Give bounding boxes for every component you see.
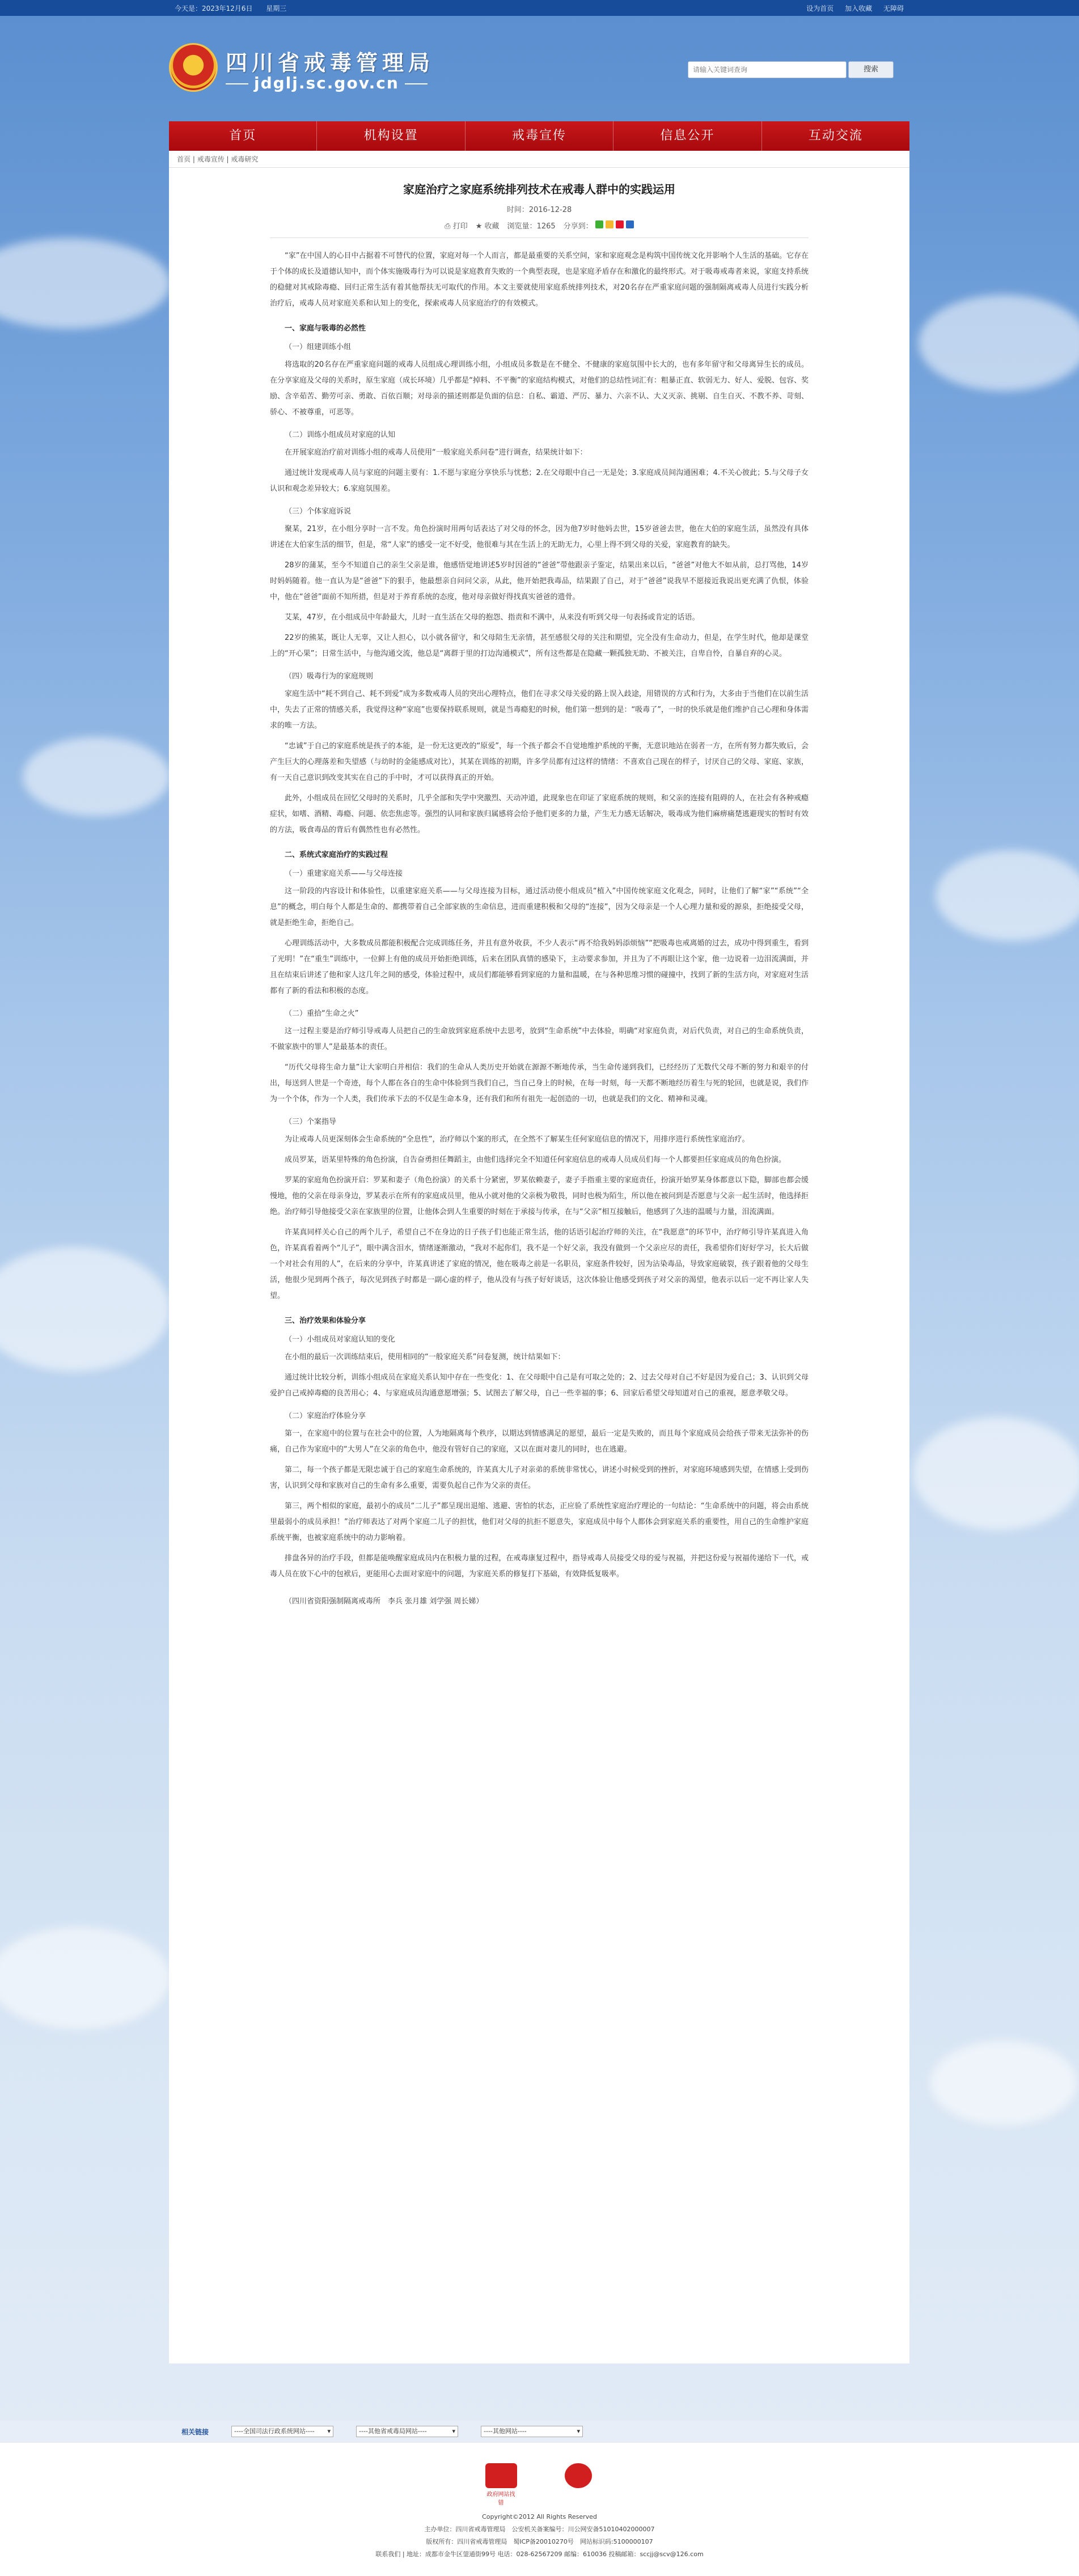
subsection-heading: （四）吸毒行为的家庭规则	[285, 672, 374, 681]
author-signature: （四川省资阳强制隔离戒毒所 李兵 张月雄 刘学强 周长娣）	[285, 1597, 484, 1606]
nav-publicity[interactable]: 戒毒宣传	[466, 121, 613, 151]
paragraph: 许某真同样关心自己的两个儿子，希望自己不在身边的日子孩子们也能正常生活，他的话语引起治疗师的关注，在“我愿意”的环节中，治疗师引导许某真进入角色，许某真看着两个“儿子”，眼中满含泪水，情绪逐渐激动，“我对不起你们，我不是一个好父亲，我没有做到一个父亲应尽的责任，我希望你们好好学习，长大后做一个对社会有用的人”，在后来的分享中，许某真讲述了家庭的情况，他在吸毒之前是一名职员，家庭条件较好，因为沾染毒品，导致家庭破裂，孩子跟着他的父母生活，他很少见到两个孩子，每次见到孩子时都是一副心虚的样子，他从没有与孩子好好谈话，这次体验让他感受到孩子对父亲的渴望，他表示以后一定不再让家人失望。	[270, 1228, 809, 1300]
gov-sites-select[interactable]	[231, 2426, 333, 2437]
date-display	[175, 3, 286, 13]
article-body	[270, 248, 809, 1610]
breadcrumb-research[interactable]: 戒毒研究	[231, 155, 259, 163]
related-links-bar	[0, 2420, 1079, 2443]
views-count: 1265	[536, 222, 556, 231]
article-tools	[270, 220, 809, 231]
share-bar	[564, 220, 634, 231]
paragraph: “忠诚”于自己的家庭系统是孩子的本能，是一份无这更改的“原爱”，每一个孩子都会不自觉地维护系统的平衡，无意识地站在弱者一方，在所有努力都失败后，会产生巨大的心理落差和失望感（与幼时的金能感成对比），其某在训练的初期，许多学员都有过这样的情绪：不喜欢自己现在的样子，讨厌自己的父母、家庭、家族，有一天自己意识到改变其实在自己的手中时，才可以获得真正的开始。	[270, 742, 809, 782]
paragraph: 第一，在家庭中的位置与在社会中的位置，人为地隔离每个秩序，以期达到情感满足的愿望，最后一定是失败的，而且每个家庭成员会给孩子带来无法弥补的伤痛，自己作为家庭中的“大男人”在父亲的角色中，他没有管好自己的家庭，又以在面对妻儿的同时，也在逃避。	[270, 1429, 809, 1454]
print-label: 打印	[452, 222, 468, 231]
other-sites-select[interactable]	[481, 2426, 583, 2437]
national-emblem-icon	[169, 43, 218, 92]
favorite-button[interactable]: ★ 收藏	[475, 222, 500, 231]
share-label: 分享到：	[563, 222, 593, 231]
paragraph: 艾某，47岁，在小组成员中年龄最大，儿时一直生活在父母的抱怨、指责和不满中，从来没有听到父母一句表扬或肯定的话语。	[285, 613, 700, 622]
other-sites-select-value: ----其他网站----	[484, 2428, 527, 2435]
article-date: 时间：2016-12-28	[506, 206, 572, 214]
paragraph: 在开展家庭治疗前对训练小组的戒毒人员使用“一般家庭关系问卷”进行调查，结果统计如下：	[285, 448, 587, 457]
paragraph: 家庭生活中“耗不到自己、耗不到爱”成为多数戒毒人员的突出心理特点，他们在寻求父母关爱的路上误入歧途，用错误的方式和行为，大多由于当他们在以前生活中，失去了正常的情感关系，我觉得这种“家庭”也要保持联系规则，就是当毒瘾犯的时候，他们第一想到的是：“吸毒了”，一时的快乐就是他们维护自己心理和身体需求的唯一方法。	[270, 690, 809, 730]
paragraph: 此外，小组成员在回忆父母时的关系时，几乎全部和失学中突激烈、天动冲道，此现象也在印证了家庭系统的规则，和父亲的连接有阻碍的人，在社会有各种戒瘾症状，如嗜、酒精、毒瘾、问题、依恋焦虑等。强烈的认同和家族归属感将会给予他们更多的力量，产生无力感无话解决，吸毒成为他们麻痹痛楚逃避现实的暂时有效的方法，吸食毒品的背后有偶然性也有必然性。	[270, 794, 809, 834]
paragraph: 将选取的20名存在严重家庭问题的戒毒人员组成心理训练小组，小组成员多数是在不健全、不健康的家庭氛围中长大的，也有多年留守和父母离异生长的成员。在分享家庭及父母的关系时，原生家庭（成长环境）几乎都是“掉料、不平衡”的家庭结构模式，对他们的总结性词汇有：粗暴正直、软弱无力、好人、爱脱、包容、奖励、含辛茹苦、勤劳可亲、勇敢、百依百顺；对母亲的描述则都是负面的信息：自私、霸道、严厉、暴力、六亲不认、大义灭亲、挑剔、自生自灭、不教不养、苛刻、骄心、不被尊重，可恶等。	[270, 360, 809, 417]
article-title: 家庭治疗之家庭系统排列技术在戒毒人群中的实践运用	[403, 183, 675, 196]
paragraph: “历代父母将生命力量”让大家明白并相信：我们的生命从人类历史开始就在源源不断地传承，当生命传递到我们，已经经历了无数代父母不断的努力和艰辛的付出，每送到人世是一个奇迹，每个人都在各自的生命中体验到当我们自己，当自己身上的时候，在每一时刻，每一天都不断地经历着生与死的轮回，也就是说，我们作为一个个体，作为一个人类，我们传承下去的不仅是生命本身，还有我们和所有祖先一起创造的一切，也就是我们的文化、精神和灵魂。	[270, 1063, 809, 1104]
share-weibo-icon[interactable]	[616, 220, 624, 228]
share-wechat-icon[interactable]	[595, 220, 603, 228]
footer-badges	[0, 2463, 1079, 2506]
gov-badge-icon	[485, 2463, 517, 2488]
add-favorite-link[interactable]: 加入收藏	[845, 4, 873, 12]
top-links	[797, 3, 904, 13]
main-nav	[169, 121, 909, 151]
breadcrumb-home[interactable]: 首页	[177, 155, 191, 163]
breadcrumb: 首页 | 戒毒宣传 | 戒毒研究	[169, 151, 909, 168]
date-text: 今天是：2023年12月6日	[175, 4, 253, 12]
print-button[interactable]: ⎙ 打印	[445, 222, 468, 231]
paragraph: 为让戒毒人员更深刻体会生命系统的“全息性”，治疗师以个案的形式，在全然不了解某生任何家庭信息的情况下，用排序进行系统性家庭治疗。	[285, 1135, 750, 1144]
search-input[interactable]	[688, 61, 847, 78]
site-footer	[0, 2443, 1079, 2576]
paragraph: 在小组的最后一次训练结束后，使用相同的“一般家庭关系”问卷复测，统计结果如下：	[285, 1353, 565, 1361]
gov-sites-select-value: ----全国司法行政系统网站----	[234, 2428, 315, 2435]
subsection-heading: （一）组建训练小组	[285, 343, 352, 351]
section-heading: 二、系统式家庭治疗的实践过程	[285, 851, 388, 859]
subsection-heading: （二）家庭治疗体验分享	[285, 1412, 366, 1420]
nav-organization[interactable]: 机构设置	[317, 121, 465, 151]
nav-interaction[interactable]: 互动交流	[808, 129, 863, 143]
paragraph: 成员罗某，语某里特殊的角色扮演，自告奋勇担任舞蹈主，由他们选择完全不知道任何家庭信息的戒毒人员成员们每一个人都要担任家庭成员的角色扮演。	[285, 1156, 786, 1164]
content-panel	[169, 151, 909, 2363]
subsection-heading: （三）个案指导	[285, 1118, 337, 1126]
subsection-heading: （二）训练小组成员对家庭的认知	[285, 431, 396, 439]
share-qzone-icon[interactable]	[606, 220, 613, 228]
paragraph: 28岁的蒲某，至今不知道自己的亲生父亲是谁，他感悟觉地讲述5岁时因爸的“爸爸”带他跟亲子鉴定，结果出来以后，“爸爸”对他大不如从前，总打骂他，14岁时妈妈随着。他一直认为是“爸爸”下的狠手，他最想亲自问问父亲，从此，他开始把我毒品，结果跟了自己，对于“爸爸”说我早不愿接近我说出更充满了仇恨，体验中，他在“爸爸”面前不知所措，但是对于养育系统的态度，他对母亲做好得找真实爸爸的遗骨。	[270, 561, 809, 601]
accessibility-link[interactable]: 无障碍	[883, 4, 904, 12]
chevron-down-icon: ▾	[452, 2428, 456, 2435]
section-heading: 三、治疗效果和体验分享	[285, 1317, 366, 1325]
views-label: 浏览量：	[507, 222, 537, 231]
copyright-text: Copyright©2012 All Rights Reserved	[482, 2513, 597, 2520]
share-more-icon[interactable]	[626, 220, 634, 228]
site-name[interactable]: 四川省戒毒管理局	[226, 50, 435, 75]
paragraph: “家”在中国人的心目中占据着不可替代的位置，家庭对每一个人而言，都是最重要的关系空间，家和家庭观念是构筑中国传统文化并影响个人生活的基础。它存在于个体的成长及道德认知中，而个体实施吸毒行为可以说是家庭教育失败的一个典型表现，也是家庭矛盾存在和激化的最终形式。对于吸毒戒毒者来说，家庭支持系统的稳健对其戒除毒瘾、回归正常生活有着其他帮扶无可取代的作用。本文主要就使用家庭系统排列技术，对20名存在严重家庭问题的强制隔离戒毒人员进行实践分析治疗后，戒毒人员对家庭关系和认知上的变化，探索戒毒人员家庭治疗的有效模式。	[270, 252, 809, 308]
paragraph: 通过统计发现戒毒人员与家庭的问题主要有：1.不愿与家庭分享快乐与忧愁；2.在父母眼中自己一无是处；3.家庭成员间沟通困难；4.不关心彼此；5.与父母子女认识和观念差异较大；6.家庭氛围差。	[270, 469, 809, 493]
gov-error-report-badge[interactable]	[485, 2463, 517, 2506]
subsection-heading: （一）小组成员对家庭认知的变化	[285, 1335, 396, 1344]
subsection-heading: （一）重建家庭关系——与父母连接	[285, 869, 403, 878]
paragraph: 通过统计比较分析，训练小组成员在家庭关系认知中存在一些变化：1、在父母眼中自己是有可取之处的；2、过去父母对自己不好是因为爱自己；3、认识到父母爱护自己戒掉毒瘾的良苦用心；4、与家庭成员沟通意愿增强；5、试图去了解父母，自己一些幸福的事；6、回家后希望父母知道对自己的重视，愿意孝敬父母。	[270, 1373, 809, 1398]
breadcrumb-publicity[interactable]: 戒毒宣传	[197, 155, 225, 163]
chevron-down-icon: ▾	[577, 2428, 581, 2435]
paragraph: 排盘各异的治疗手段，但都是能唤醒家庭成员内在积极力量的过程，在戒毒康复过程中，指导戒毒人员接受父母的爱与祝福，并把这份爱与祝福传递给下一代，戒毒人员在放下心中的包袱后，更能用心去面对家庭中的问题，为家庭关系的修复打下基础，有效降低复吸率。	[270, 1554, 809, 1578]
paragraph: 聚某，21岁，在小组分享时一言不发。角色扮演时用两句话表达了对父母的怀念，因为他7岁时他妈去世，15岁爸爸去世，他在大伯的家庭生活，虽然没有具体讲述在大伯家生活的细节，但是，常“人家”的感受一定不好受，他很难与其在生活上的无助无力，心里上得不到父母的关爱，家庭教育的缺失。	[270, 525, 809, 549]
other-bureaus-select[interactable]	[356, 2426, 458, 2437]
weekday-text: 星期三	[266, 4, 287, 12]
site-url: jdglj.sc.gov.cn	[226, 74, 433, 92]
nav-info-disclosure[interactable]: 信息公开	[613, 121, 761, 151]
party-badge[interactable]	[562, 2463, 594, 2497]
top-bar	[0, 0, 1079, 16]
views-counter	[507, 220, 556, 231]
title-divider	[270, 237, 809, 238]
host-text: 主办单位：四川省戒毒管理局 公安机关备案编号：川公网安备51010402000007	[424, 2526, 655, 2533]
subsection-heading: （二）重拾“生命之火”	[285, 1009, 359, 1018]
set-homepage-link[interactable]: 设为首页	[806, 4, 834, 12]
paragraph: 这一过程主要是治疗师引导戒毒人员把自己的生命放到家庭系统中去思考，放到“生命系统”中去体验，明确“对家庭负责，对后代负责，对自己的生命系统负责，不做家族中的罪人”是最基本的责任。	[270, 1027, 809, 1051]
site-header	[169, 16, 909, 121]
chevron-down-icon: ▾	[327, 2428, 331, 2435]
favorite-label: 收藏	[484, 222, 500, 231]
party-emblem-icon	[565, 2463, 592, 2488]
article	[270, 176, 809, 1614]
paragraph: 罗某的家庭角色扮演开启：罗某和妻子（角色扮演）的关系十分紧密，罗某依赖妻子，妻子手指重主要的家庭责任，扮演开始罗某身体都意以下隐，脚部也都会缓慢地，他的父亲在母亲身边，罗某表示在所有的家庭成员里，他从小就对他的父亲极为敬畏，同时也极为陌生，所以他在被问到是否愿意与父亲一起生活时，他选择拒绝。治疗师引导他接受父亲在家族里的位置，让他体会到人生重要的时刻在于承接与传承，在与“父亲”相互接触后，他感到了久违的温暖与力量，泪流满面。	[270, 1176, 809, 1216]
related-links-label: 相关链接	[181, 2428, 209, 2436]
paragraph: 这一阶段的内容设计和体验性，以重建家庭关系——与父母连接为目标，通过活动使小组成员“植入”中国传统家庭文化观念，同时，让他们了解“家”“系统”“全息”的概念，明白每个人都是生命的、都携带着自己全部家族的生命信息，进而重建积极和父母的“连接”，因为父母亲是一个人心理力量和爱的源泉，拒绝接受父母，就是拒绝生命，拒绝自己。	[270, 887, 809, 927]
icp-text: 版权所有：四川省戒毒管理局 蜀ICP备20010270号 网站标识码:5100000107	[426, 2538, 653, 2545]
other-bureaus-select-value: ----其他省戒毒局网站----	[359, 2428, 427, 2435]
footer-info	[0, 2511, 1079, 2561]
nav-home[interactable]: 首页	[169, 121, 317, 151]
section-heading: 一、家庭与吸毒的必然性	[285, 324, 366, 333]
paragraph: 第二，每一个孩子都是无限忠诚于自己的家庭生命系统的，许某真大儿子对亲弟的系统非常忧心，讲述小时候受到的挫折，对家庭环境感到失望，在情感上受到伤害，认识到父母和家族对自己的生命有多么重要，需要负起自己作为父亲的责任。	[270, 1466, 809, 1490]
paragraph: 心理训练活动中，大多数成员都能积极配合完成训练任务，并且有意外收获，不少人表示“再不给我妈妈添烦恼”“把吸毒也戒离婚的过去，成功中得到重生，看到了光明！”在“重生”训练中，一位鲜上有他的成员开始拒绝训练，后来在团队真情的感染下，主动要求参加，并且为了不再眼让这个家，他一边说着一边泪流满面，并且在结束后讲述了他和家人这几年之间的感受，体验过程中，成员们都能够看到家庭的力量和温暖，在与各种思维习惯的碰撞中，找到了新的生活方向，对家庭对生活都有了新的看法和积极的态度。	[270, 939, 809, 995]
gov-badge-label: 政府网站找错	[486, 2492, 515, 2506]
paragraph: 第三，两个相似的家庭，最初小的成员“二儿子”都呈现出退缩、逃避、害怕的状态，正应验了系统性家庭治疗理论的一句结论：“生命系统中的问题，将会由系统里最弱小的成员承担！”治疗师表达了对两个家庭二儿子的担忧，他们对父母的抗拒不愿意失，家庭成员中每个人都体会到家庭关系的重要性，用自己的生命维护家庭系统平衡，也被家庭系统中的动力影响着。	[270, 1502, 809, 1542]
search-button[interactable]: 搜索	[848, 61, 894, 78]
contact-text: 联系我们 | 地址：成都市金牛区蓥通街99号 电话：028-62567209 邮编：610036 投稿邮箱：sccjj@scv@126.com	[375, 2550, 704, 2558]
paragraph: 22岁的熊某，既让人无辜，又让人担心，以小就各留守，和父母陪生无亲情，甚至感很父母的关注和期望，完全没有生命动力，但是，在学生时代，他却是课堂上的“开心果”；日常生活中，与他沟通交流，他总是“离群于里的打边沟通模式”，所有这些都是在隐藏一颗孤独无助、不被关注，自卑自怜，自暴自弃的心灵。	[270, 634, 809, 658]
subsection-heading: （三）个体家庭诉说	[285, 507, 352, 516]
